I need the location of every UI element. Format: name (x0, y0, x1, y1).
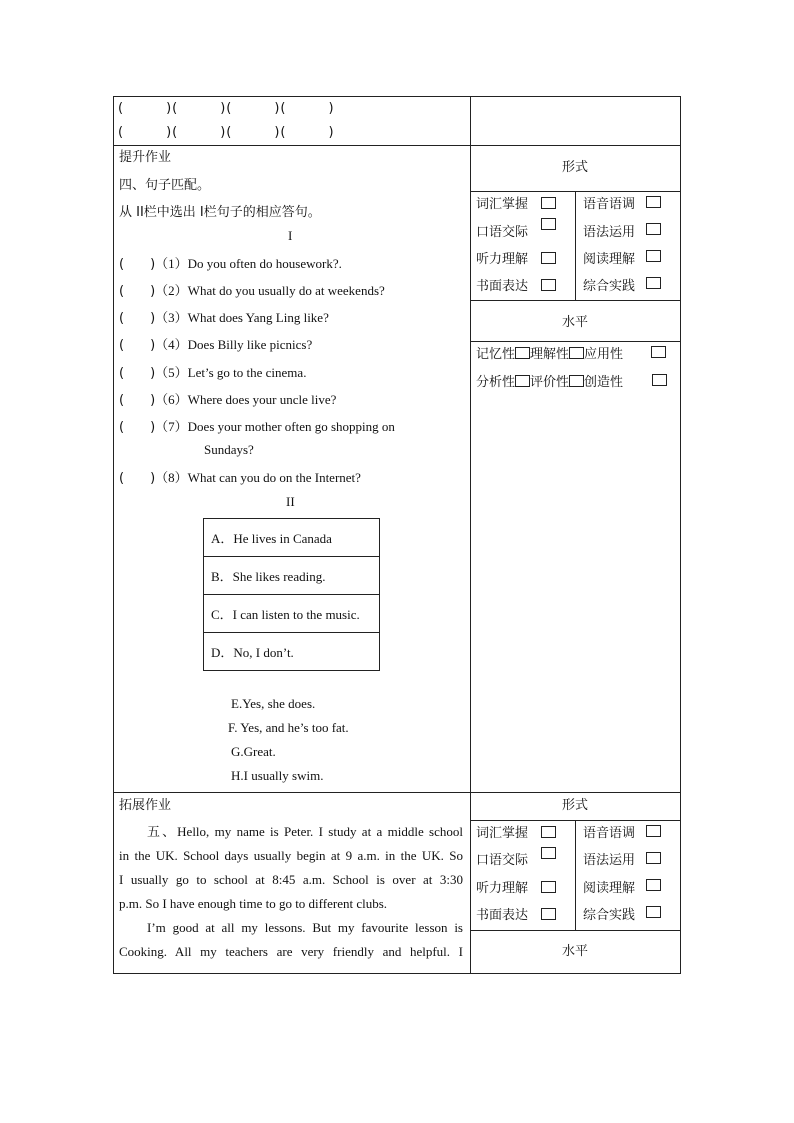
skill-grammar: 语法运用 (583, 225, 636, 240)
question-row (119, 362, 306, 381)
question-row (119, 467, 361, 486)
checkbox[interactable] (646, 223, 661, 235)
level-application: 应用性 (584, 347, 624, 362)
skill-pronunciation-2: 语音语调 (583, 826, 636, 841)
answer-bracket: ( ) (119, 471, 156, 486)
answer-option: C．I can listen to the music. (204, 595, 380, 633)
answer-bracket: ( ) (119, 420, 156, 435)
answer-option-row (204, 633, 380, 671)
answer-option-g: G.Great. (231, 744, 276, 759)
skill-listening-2: 听力理解 (476, 881, 529, 896)
answer-options-table (203, 518, 380, 671)
panel2-level-divider (470, 930, 681, 931)
skill-vocabulary: 词汇掌握 (476, 197, 529, 212)
panel1-level-divider-bottom (470, 341, 681, 342)
checkbox[interactable] (646, 906, 661, 918)
level-label: 水平 (562, 315, 589, 330)
question-row (119, 416, 395, 435)
skill-practice-2: 综合实践 (583, 908, 636, 923)
level-evaluation: 评价性 (530, 375, 570, 390)
question-number: （1） (155, 256, 188, 271)
question-number: （3） (155, 310, 188, 325)
skill-grammar-2: 语法运用 (583, 853, 636, 868)
level-analysis: 分析性 (476, 375, 516, 390)
question-continuation: Sundays? (204, 442, 254, 457)
table-bottom-border (113, 973, 681, 974)
passage-line-2: in the UK. School days usually begin at 9 a.m. in the UK. So (119, 848, 463, 863)
panel1-skills-divider (575, 191, 576, 301)
answer-option-e: E.Yes, she does. (231, 696, 316, 711)
checkbox[interactable] (569, 347, 584, 359)
checkbox[interactable] (515, 375, 530, 387)
match-instruction: 从 II栏中选出 I栏句子的相应答句。 (119, 205, 321, 220)
question-number: （6） (155, 392, 188, 407)
level-row-1 (476, 343, 623, 362)
question-text: Where does your uncle live? (187, 392, 337, 407)
question-number: （5） (155, 365, 188, 380)
question-text: Let’s go to the cinema. (187, 365, 307, 380)
answer-option-row (204, 557, 380, 595)
checkbox[interactable] (541, 847, 556, 859)
question-text: Does Billy like picnics? (187, 337, 313, 352)
level-label-2: 水平 (562, 944, 589, 959)
answer-bracket: ( ) (119, 257, 156, 272)
passage-line-5: I’m good at all my lessons. But my favourite lesson is (147, 920, 463, 935)
question-text: Does your mother often go shopping on (187, 419, 395, 434)
level-creativity: 创造性 (584, 375, 624, 390)
level-row-2 (476, 371, 623, 390)
question-text: What can you do on the Internet? (187, 470, 361, 485)
panel2-skills-divider (575, 820, 576, 930)
answer-option: A．He lives in Canada (204, 519, 380, 557)
answer-bracket: ( ) (119, 338, 156, 353)
checkbox[interactable] (646, 196, 661, 208)
question-row (119, 280, 385, 299)
form-label: 形式 (562, 160, 589, 175)
table-left-border (113, 96, 114, 974)
checkbox[interactable] (515, 347, 530, 359)
checkbox[interactable] (541, 218, 556, 230)
checkbox[interactable] (652, 374, 667, 386)
question-number: （2） (155, 283, 188, 298)
column-two-label: II (286, 494, 295, 509)
question-row (119, 334, 312, 353)
passage-line-1: 五、Hello, my name is Peter. I study at a middle school (147, 824, 463, 839)
skill-writing-2: 书面表达 (476, 908, 529, 923)
answer-brackets-row-2: ( )( )( )( ) (118, 125, 335, 140)
skill-practice: 综合实践 (583, 279, 636, 294)
question-number: （4） (155, 337, 188, 352)
skill-reading-2: 阅读理解 (583, 881, 636, 896)
answer-option: B．She likes reading. (204, 557, 380, 595)
checkbox[interactable] (541, 908, 556, 920)
question-text: What does Yang Ling like? (187, 310, 329, 325)
skill-oral-2: 口语交际 (476, 853, 529, 868)
answer-bracket: ( ) (119, 311, 156, 326)
extend-heading: 拓展作业 (119, 798, 172, 813)
checkbox[interactable] (541, 197, 556, 209)
level-memory: 记忆性 (476, 347, 516, 362)
question-number: （7） (155, 419, 188, 434)
column-one-label: I (288, 228, 293, 243)
skill-vocabulary-2: 词汇掌握 (476, 826, 529, 841)
checkbox[interactable] (541, 252, 556, 264)
checkbox[interactable] (541, 279, 556, 291)
checkbox[interactable] (541, 826, 556, 838)
question-text: Do you often do housework?. (187, 256, 342, 271)
skill-oral: 口语交际 (476, 225, 529, 240)
skill-pronunciation: 语音语调 (583, 197, 636, 212)
checkbox[interactable] (646, 879, 661, 891)
question-row (119, 253, 342, 272)
passage-line-6: Cooking. All my teachers are very friendly and helpful. I (119, 944, 463, 959)
passage-line-4: p.m. So I have enough time to go to different clubs. (119, 896, 388, 911)
checkbox[interactable] (651, 346, 666, 358)
row-divider-1 (113, 145, 681, 146)
table-right-border (680, 96, 681, 974)
table-mid-border (470, 96, 471, 974)
checkbox[interactable] (541, 881, 556, 893)
checkbox[interactable] (646, 250, 661, 262)
level-understanding: 理解性 (530, 347, 570, 362)
form-label-2: 形式 (562, 798, 589, 813)
checkbox[interactable] (646, 825, 661, 837)
answer-option-row (204, 595, 380, 633)
checkbox[interactable] (569, 375, 584, 387)
row-divider-2 (113, 792, 681, 793)
answer-bracket: ( ) (119, 284, 156, 299)
passage-line-3: I usually go to school at 8:45 a.m. School is over at 3:30 (119, 872, 463, 887)
question-row (119, 389, 336, 408)
checkbox[interactable] (646, 852, 661, 864)
question-text: What do you usually do at weekends? (187, 283, 385, 298)
skill-writing: 书面表达 (476, 279, 529, 294)
answer-option-h: H.I usually swim. (231, 768, 324, 783)
answer-option-f: F. Yes, and he’s too fat. (228, 720, 349, 735)
section-four-title: 四、句子匹配。 (119, 178, 211, 193)
answer-brackets-row-1: ( )( )( )( ) (118, 101, 335, 116)
answer-option: D．No, I don’t. (204, 633, 380, 671)
improve-heading: 提升作业 (119, 150, 172, 165)
checkbox[interactable] (646, 277, 661, 289)
answer-bracket: ( ) (119, 366, 156, 381)
skill-reading: 阅读理解 (583, 252, 636, 267)
question-number: （8） (155, 470, 188, 485)
skill-listening: 听力理解 (476, 252, 529, 267)
answer-option-row (204, 519, 380, 557)
question-row (119, 307, 329, 326)
answer-bracket: ( ) (119, 393, 156, 408)
